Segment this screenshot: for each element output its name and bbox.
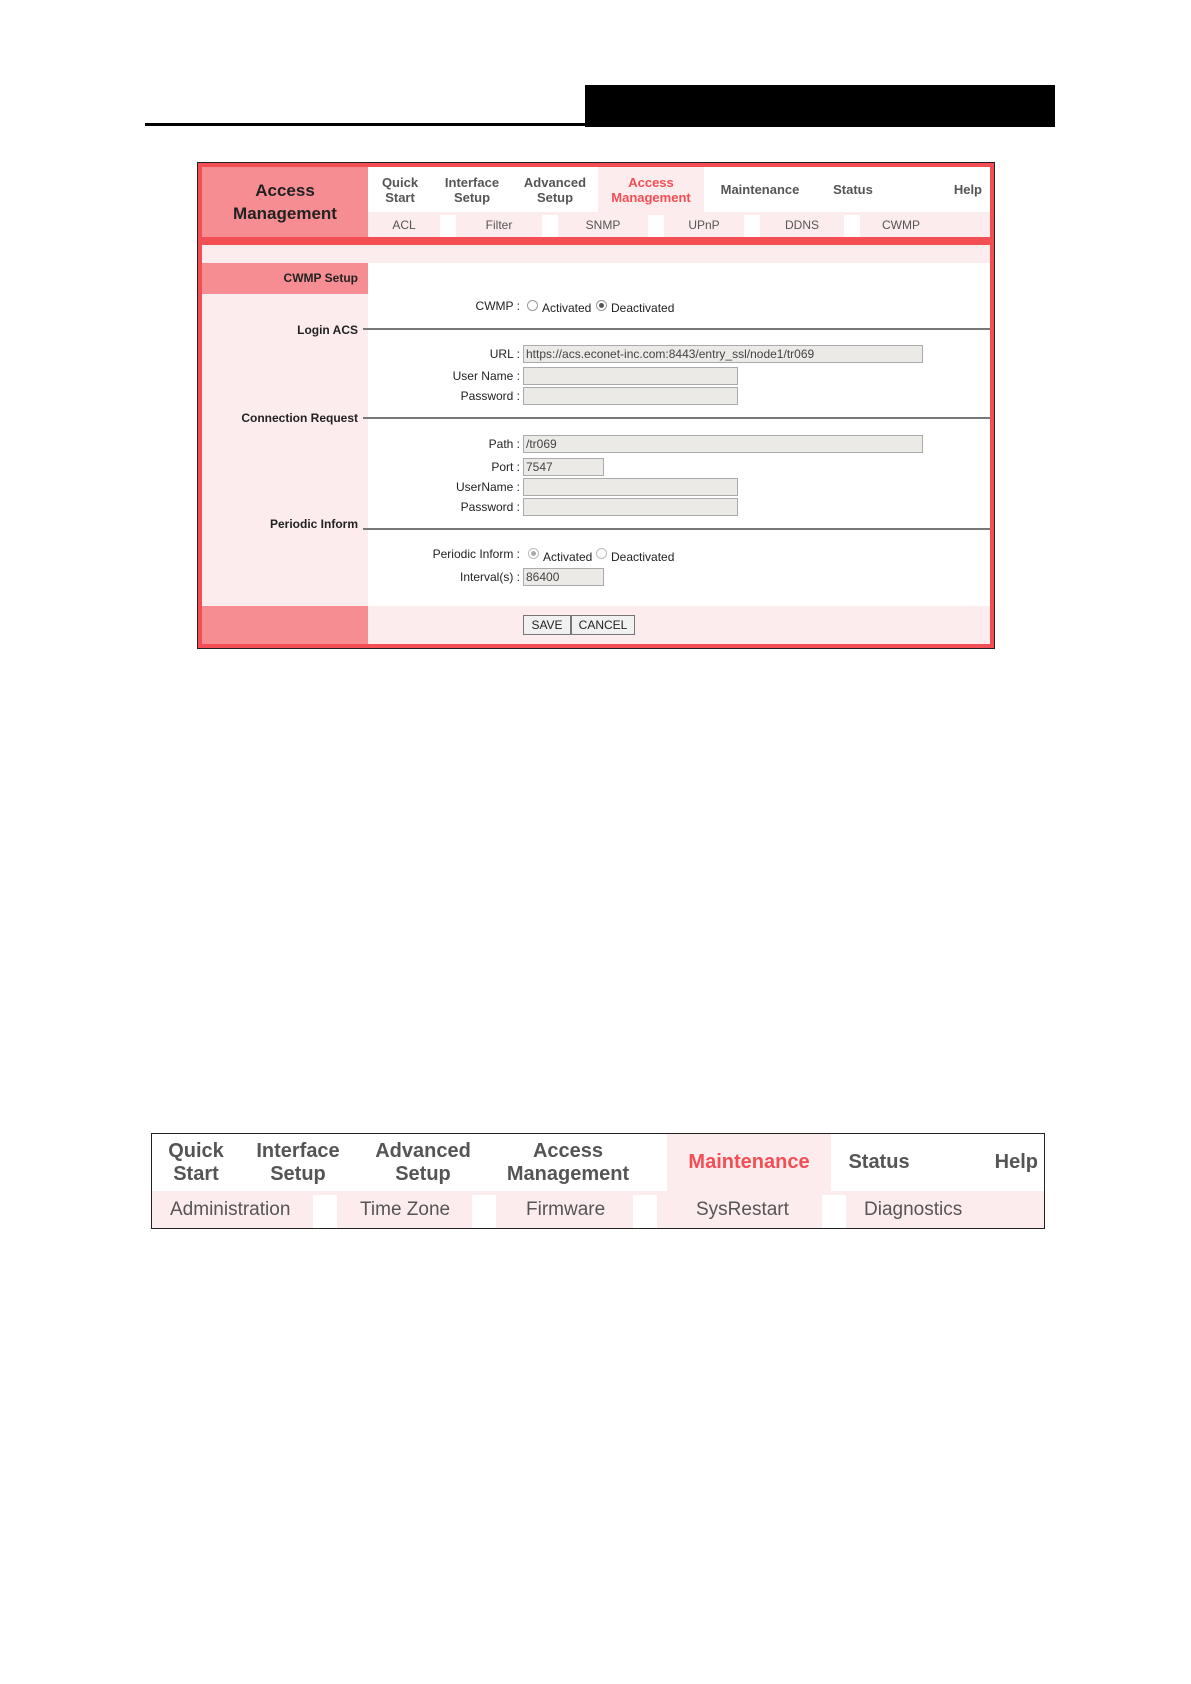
main-nav: [368, 167, 990, 212]
footer-left: [202, 606, 368, 644]
subnav-divider: [542, 215, 558, 237]
tab-quick-start[interactable]: Quick Start: [381, 174, 419, 205]
page-header-bar: [585, 85, 1055, 127]
cwmp-setup-screenshot: [197, 162, 995, 649]
tab-maintenance[interactable]: Maintenance: [720, 182, 800, 197]
periodic-deactivated-label: Deactivated: [611, 550, 675, 564]
tab-status[interactable]: Status: [833, 182, 873, 197]
conn-username-input[interactable]: [523, 478, 738, 496]
login-username-label: User Name :: [452, 369, 520, 383]
subnav-divider: [440, 215, 456, 237]
page-header-rule: [145, 123, 585, 126]
cwmp-label: CWMP :: [475, 299, 520, 313]
section-cwmp-setup: CWMP Setup: [283, 271, 358, 285]
periodic-inform-label: Periodic Inform :: [432, 547, 520, 561]
tab-interface-setup[interactable]: Interface Setup: [444, 174, 500, 205]
cwmp-form: [368, 263, 990, 606]
content-top-strip: [202, 245, 990, 263]
tab-advanced-setup[interactable]: Advanced Setup: [523, 174, 587, 205]
sidebar: [202, 263, 368, 606]
subtab-acl[interactable]: ACL: [392, 217, 416, 232]
interval-label: Interval(s) :: [459, 570, 520, 584]
periodic-activated-label: Activated: [543, 550, 593, 564]
subnav-divider: [744, 215, 760, 237]
interval-input[interactable]: 86400: [523, 568, 604, 586]
subnav-divider: [648, 215, 664, 237]
brand-label: Access Management: [233, 181, 337, 223]
subtab-filter[interactable]: Filter: [485, 217, 513, 232]
divider-connection-request: [363, 417, 990, 419]
login-username-input[interactable]: [523, 367, 738, 385]
tab-status[interactable]: Status: [848, 1151, 910, 1173]
subtab-upnp[interactable]: UPnP: [688, 217, 720, 232]
login-password-input[interactable]: [523, 387, 738, 405]
subtab-ddns[interactable]: DDNS: [784, 217, 819, 232]
divider-periodic-inform: [363, 528, 990, 530]
cancel-button[interactable]: CANCEL: [571, 615, 635, 635]
path-input[interactable]: /tr069: [523, 435, 923, 453]
subnav-divider: [822, 1195, 846, 1228]
tab-help[interactable]: Help: [994, 1151, 1038, 1173]
section-connection-request: Connection Request: [241, 411, 358, 425]
url-label: URL :: [489, 347, 520, 361]
section-periodic-inform: Periodic Inform: [269, 517, 358, 531]
periodic-activated-radio[interactable]: [528, 548, 539, 559]
port-label: Port :: [491, 460, 520, 474]
tab-interface-setup[interactable]: Interface Setup: [256, 1139, 340, 1185]
conn-password-label: Password :: [460, 500, 520, 514]
periodic-deactivated-radio[interactable]: [596, 548, 607, 559]
login-password-label: Password :: [460, 389, 520, 403]
section-login-acs: Login ACS: [297, 323, 358, 337]
subtab-diagnostics[interactable]: Diagnostics: [864, 1198, 963, 1220]
tab-maintenance[interactable]: Maintenance: [667, 1134, 831, 1191]
subnav-divider: [844, 215, 860, 237]
footer-actions: [368, 606, 990, 644]
port-input[interactable]: 7547: [523, 458, 604, 476]
section-brand: [202, 167, 368, 237]
tab-quick-start[interactable]: Quick Start: [168, 1139, 224, 1185]
subtab-time-zone[interactable]: Time Zone: [360, 1198, 451, 1220]
subtab-firmware[interactable]: Firmware: [526, 1198, 606, 1220]
cwmp-deactivated-radio[interactable]: [596, 300, 607, 311]
cwmp-activated-radio[interactable]: [527, 300, 538, 311]
conn-username-label: UserName :: [455, 480, 520, 494]
sub-nav: [368, 212, 990, 237]
cwmp-deactivated-label: Deactivated: [611, 301, 675, 315]
conn-password-input[interactable]: [523, 498, 738, 516]
subtab-administration[interactable]: Administration: [170, 1198, 291, 1220]
subtab-sysrestart[interactable]: SysRestart: [696, 1198, 789, 1220]
subnav-divider: [313, 1195, 337, 1228]
maintenance-subnav: [152, 1191, 1044, 1228]
subnav-divider: [472, 1195, 496, 1228]
subtab-snmp[interactable]: SNMP: [585, 217, 621, 232]
subnav-divider: [633, 1195, 657, 1228]
divider-login-acs: [363, 328, 990, 330]
maintenance-menu-screenshot: [151, 1133, 1045, 1229]
path-label: Path :: [488, 437, 520, 451]
nav-separator: [202, 237, 990, 245]
url-input[interactable]: https://acs.econet-inc.com:8443/entry_ssl/node1/tr069: [523, 345, 923, 363]
save-button[interactable]: SAVE: [523, 615, 571, 635]
cwmp-activated-label: Activated: [542, 301, 592, 315]
tab-access-management[interactable]: Access Management: [598, 167, 704, 212]
tab-help[interactable]: Help: [953, 182, 982, 197]
tab-access-management[interactable]: Access Management: [506, 1139, 630, 1185]
subtab-cwmp[interactable]: CWMP: [882, 217, 920, 232]
tab-advanced-setup[interactable]: Advanced Setup: [375, 1139, 471, 1185]
